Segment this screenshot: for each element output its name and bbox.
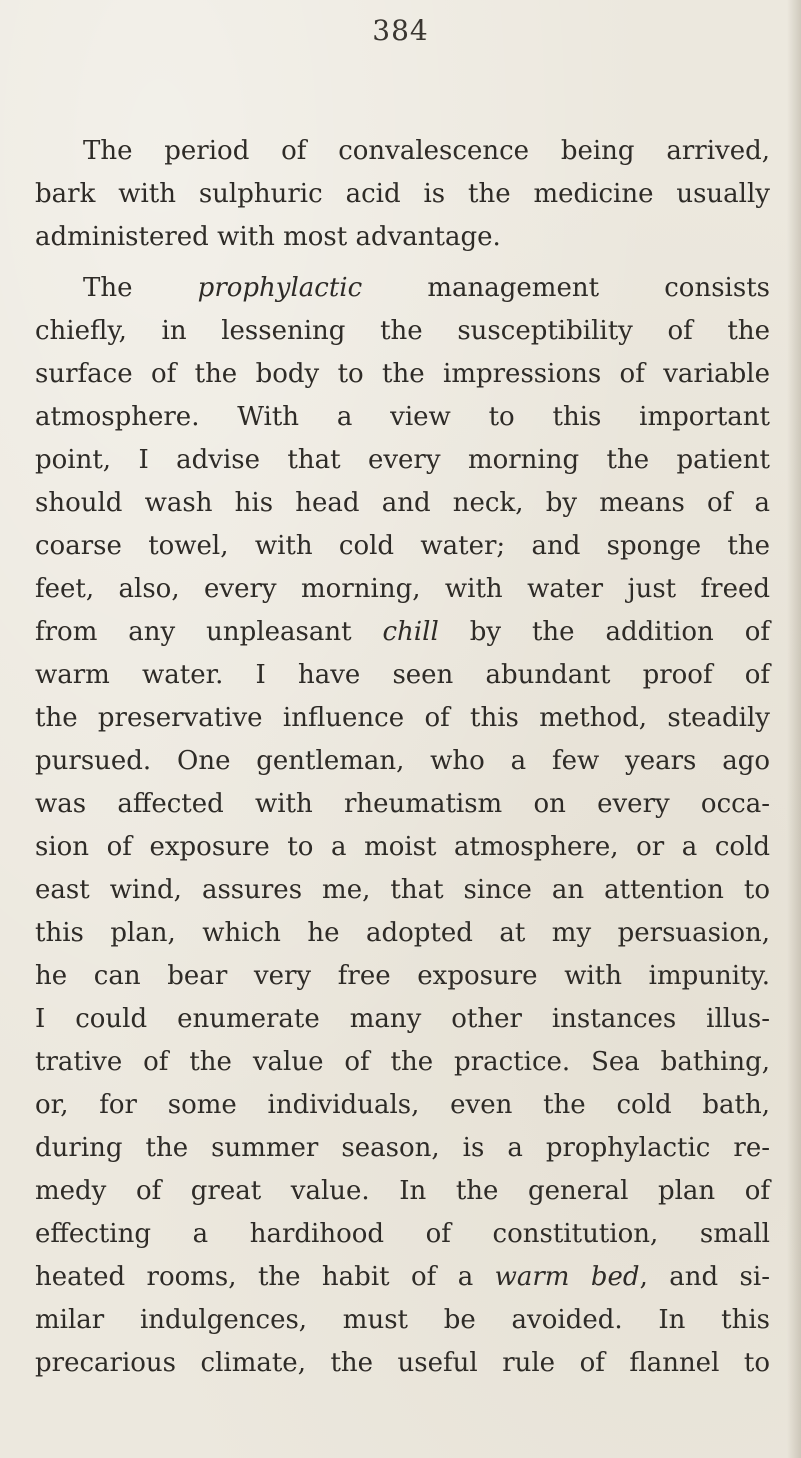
text-line: trative of the value of the practice. Sea bathing, [35,1047,770,1077]
text-line: feet, also, every morning, with water just freed [35,574,770,604]
page-edge-shadow [787,0,801,1458]
text-line: he can bear very free exposure with impunity. [35,961,770,991]
italic-word: prophylactic [197,273,363,303]
text-line: should wash his head and neck, by means of a [35,488,770,518]
text-line: was affected with rheumatism on every occa- [35,789,770,819]
text-line: bark with sulphuric acid is the medicine usually [35,179,770,209]
text-line: atmosphere. With a view to this important [35,402,770,432]
italic-word: warm bed [494,1262,640,1292]
text-line: the preservative influence of this method, steadily [35,703,770,733]
text-line: The prophylactic management consists [83,273,770,303]
text-line: surface of the body to the impressions of variable [35,359,770,389]
text-line: effecting a hardihood of constitution, small [35,1219,770,1249]
text-line: precarious climate, the useful rule of flannel to [35,1348,770,1378]
text-line: I could enumerate many other instances illus- [35,1004,770,1034]
text-line: sion of exposure to a moist atmosphere, or a cold [35,832,770,862]
italic-word: chill [382,617,439,647]
text-line: medy of great value. In the general plan of [35,1176,770,1206]
text-line: coarse towel, with cold water; and sponge the [35,531,770,561]
text-line: east wind, assures me, that since an attention to [35,875,770,905]
text-line: heated rooms, the habit of a warm bed, and si- [35,1262,770,1292]
text-line: during the summer season, is a prophylactic re- [35,1133,770,1163]
text-line: pursued. One gentleman, who a few years ago [35,746,770,776]
text-line: warm water. I have seen abundant proof of [35,660,770,690]
text-line: this plan, which he adopted at my persuasion, [35,918,770,948]
text-line: or, for some individuals, even the cold bath, [35,1090,770,1120]
text-line: from any unpleasant chill by the addition of [35,617,770,647]
text-line: The period of convalescence being arrived, [83,136,770,166]
text-line: chiefly, in lessening the susceptibility of the [35,316,770,346]
text-line: milar indulgences, must be avoided. In this [35,1305,770,1335]
page-number: 384 [372,14,429,47]
text-line: administered with most advantage. [35,222,501,252]
text-line: point, I advise that every morning the patient [35,445,770,475]
